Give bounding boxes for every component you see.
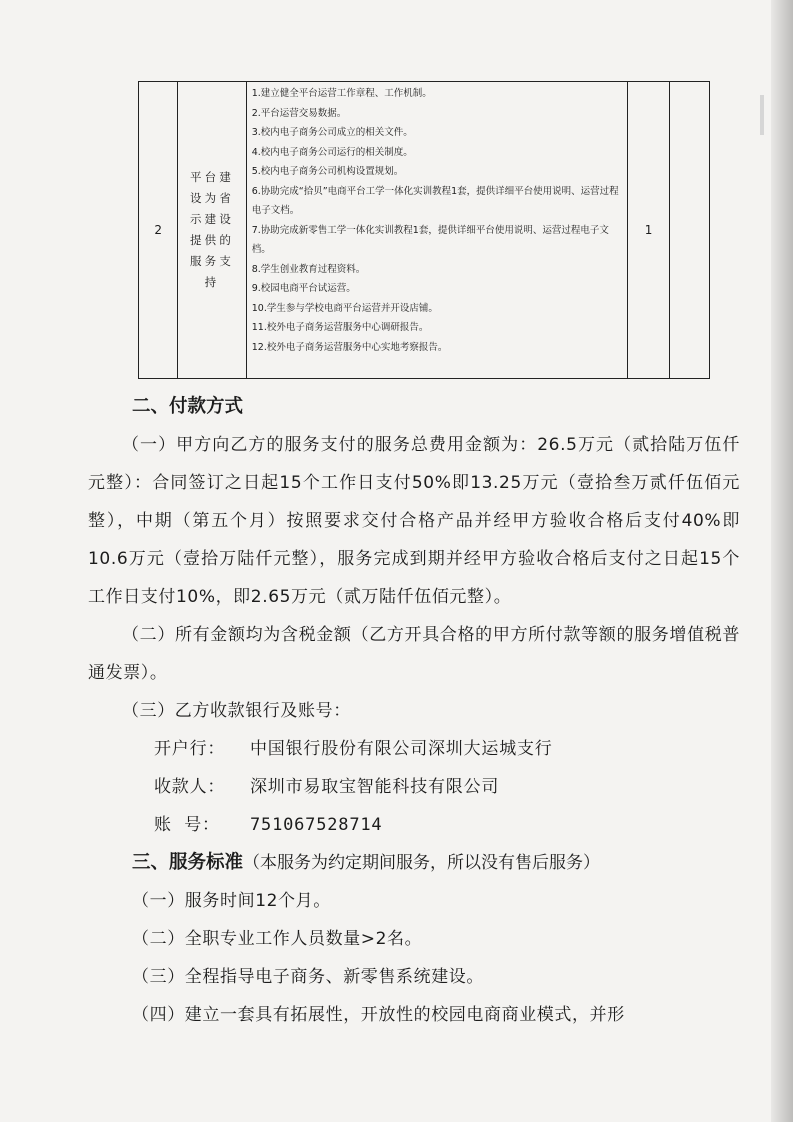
list-item: 10.学生参与学校电商平台运营并开设店铺。 — [251, 302, 438, 314]
list-item: 4.校内电子商务公司运行的相关制度。 — [251, 146, 413, 158]
standard-heading-line — [88, 844, 740, 882]
account-label: 账 号： — [154, 815, 220, 835]
category-line: 平台建 — [189, 170, 235, 184]
category-cell — [178, 82, 246, 379]
list-item: 5.校内电子商务公司机构设置规划。 — [251, 166, 404, 177]
payment-clause-2: （二）所有金额均为含税金额（乙方开具合格的甲方所付款等额的服务增值税普通发票）。 — [88, 625, 740, 683]
list-item: 3.校内电子商务公司成立的相关文件。 — [251, 127, 413, 138]
standard-item: （四）建立一套具有拓展性，开放性的校园电商商业模式，并形 — [132, 1005, 625, 1025]
payee-value: 深圳市易取宝智能科技有限公司 — [250, 777, 500, 797]
account-line — [88, 806, 740, 844]
standard-heading: 三、服务标准 — [132, 852, 244, 873]
bank-label: 开户行： — [154, 739, 226, 759]
table-row — [139, 82, 710, 379]
standard-item: （一）服务时间12个月。 — [132, 891, 331, 911]
list-item: 12.校外电子商务运营服务中心实地考察报告。 — [251, 341, 448, 353]
category-line: 服务支 — [189, 254, 235, 268]
standard-item: （三）全程指导电子商务、新零售系统建设。 — [132, 967, 484, 987]
deliverables-cell — [246, 82, 628, 379]
contract-body — [88, 388, 740, 1034]
payment-heading: 二、付款方式 — [132, 396, 244, 417]
list-item: 11.校外电子商务运营服务中心调研报告。 — [251, 322, 429, 333]
row-number: 2 — [154, 223, 162, 237]
row-number-cell — [139, 82, 178, 379]
category-line: 示建设 — [189, 212, 235, 226]
list-item: 1.建立健全平台运营工作章程、工作机制。 — [251, 88, 432, 99]
scan-artifact — [760, 95, 764, 135]
payee-line — [88, 768, 740, 806]
category-line: 提供的 — [189, 233, 235, 247]
bank-value: 中国银行股份有限公司深圳大运城支行 — [250, 739, 553, 759]
scan-page-edge — [771, 0, 793, 1122]
quantity-value: 1 — [644, 223, 653, 237]
list-item: 8.学生创业教育过程资料。 — [251, 263, 366, 275]
list-item: 6.协助完成“拾贝”电商平台工学一体化实训教程1套，提供详细平台使用说明、运营过程电子文档。 — [251, 185, 619, 216]
service-items-table — [138, 81, 710, 379]
empty-cell — [669, 82, 709, 379]
standard-note: （本服务为约定期间服务，所以没有售后服务） — [243, 853, 601, 873]
payment-clause-1: （一）甲方向乙方的服务支付的服务总费用金额为：26.5万元（贰拾陆万伍仟元整）：合同签订之日起15个工作日支付50%即13.25万元（壹拾叁万贰仟伍佰元整），中期（第五个月）按照要求交付合格产品并经甲方验收合格后支付40%即10.6万元（壹拾万陆仟元整），服务完成到期并经甲方验收合格后支付之日起15个工作日支付10%，即2.65万元（贰万陆仟伍佰元整）。 — [88, 435, 740, 607]
category-line: 持 — [204, 275, 220, 289]
payment-clause-3: （三）乙方收款银行及账号： — [122, 701, 351, 721]
standard-item: （二）全职专业工作人员数量>2名。 — [132, 929, 423, 949]
bank-line — [88, 730, 740, 768]
list-item: 7.协助完成新零售工学一体化实训教程1套，提供详细平台使用说明、运营过程电子文档。 — [251, 224, 609, 255]
account-value: 751067528714 — [250, 815, 383, 835]
deliverables-list — [252, 84, 622, 357]
payee-label: 收款人： — [154, 777, 226, 797]
list-item: 9.校园电商平台试运营。 — [251, 283, 356, 294]
quantity-cell — [628, 82, 669, 379]
category-line: 设为省 — [189, 191, 235, 205]
list-item: 2.平台运营交易数据。 — [251, 107, 347, 119]
